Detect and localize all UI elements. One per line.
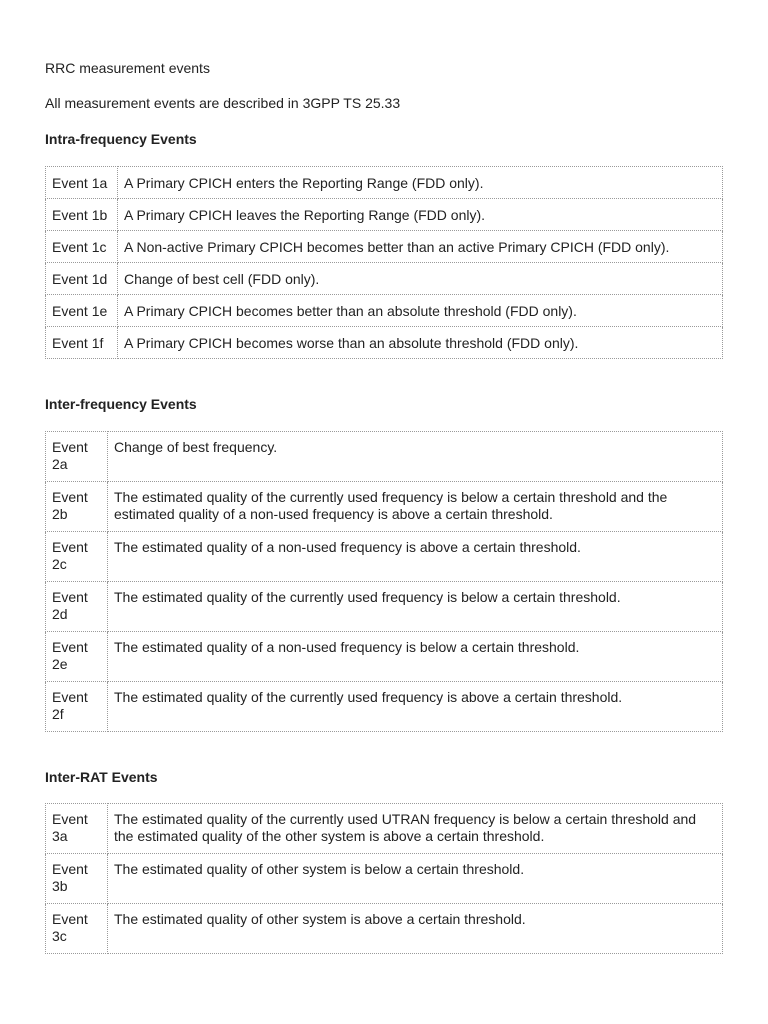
event-description: A Primary CPICH leaves the Reporting Range (FDD only). [118,199,723,231]
intra-frequency-table [45,166,723,359]
table-row [46,432,723,482]
event-name: Event 1e [46,295,118,327]
event-name: Event 2d [46,582,108,632]
table-row [46,167,723,199]
table-row [46,804,723,854]
event-description: Change of best frequency. [108,432,723,482]
event-description: The estimated quality of other system is below a certain threshold. [108,854,723,904]
event-name: Event 3c [46,904,108,954]
event-name: Event 2b [46,482,108,532]
event-description: The estimated quality of the currently used frequency is below a certain threshold. [108,582,723,632]
event-description: A Non-active Primary CPICH becomes better than an active Primary CPICH (FDD only). [118,231,723,263]
event-description: The estimated quality of other system is above a certain threshold. [108,904,723,954]
inter-frequency-table [45,431,723,732]
event-description: The estimated quality of a non-used frequency is below a certain threshold. [108,632,723,682]
table-row [46,295,723,327]
table-row [46,532,723,582]
table-row [46,682,723,732]
event-description: The estimated quality of a non-used frequency is above a certain threshold. [108,532,723,582]
table-row [46,199,723,231]
event-name: Event 3a [46,804,108,854]
event-description: A Primary CPICH becomes worse than an absolute threshold (FDD only). [118,327,723,359]
inter-rat-heading: Inter-RAT Events [45,769,158,785]
event-description: A Primary CPICH becomes better than an absolute threshold (FDD only). [118,295,723,327]
event-name: Event 2a [46,432,108,482]
event-name: Event 2f [46,682,108,732]
table-row [46,263,723,295]
table-row [46,904,723,954]
table-row [46,327,723,359]
event-name: Event 1f [46,327,118,359]
event-name: Event 2c [46,532,108,582]
table-row [46,854,723,904]
table-row [46,632,723,682]
event-description: The estimated quality of the currently used UTRAN frequency is below a certain threshold and the estimated quality of the other system is above a certain threshold. [108,804,723,854]
intra-frequency-heading: Intra-frequency Events [45,131,197,147]
doc-title: RRC measurement events [45,60,210,76]
table-row [46,231,723,263]
event-name: Event 1c [46,231,118,263]
event-description: Change of best cell (FDD only). [118,263,723,295]
inter-rat-table [45,803,723,954]
event-name: Event 1a [46,167,118,199]
table-row [46,482,723,532]
event-name: Event 3b [46,854,108,904]
event-name: Event 1b [46,199,118,231]
event-description: The estimated quality of the currently used frequency is above a certain threshold. [108,682,723,732]
doc-intro: All measurement events are described in 3GPP TS 25.33 [45,95,401,111]
event-description: The estimated quality of the currently used frequency is below a certain threshold and the estimated quality of a non-used frequency is above a certain threshold. [108,482,723,532]
event-description: A Primary CPICH enters the Reporting Range (FDD only). [118,167,723,199]
event-name: Event 1d [46,263,118,295]
table-row [46,582,723,632]
inter-frequency-heading: Inter-frequency Events [45,396,197,412]
event-name: Event 2e [46,632,108,682]
